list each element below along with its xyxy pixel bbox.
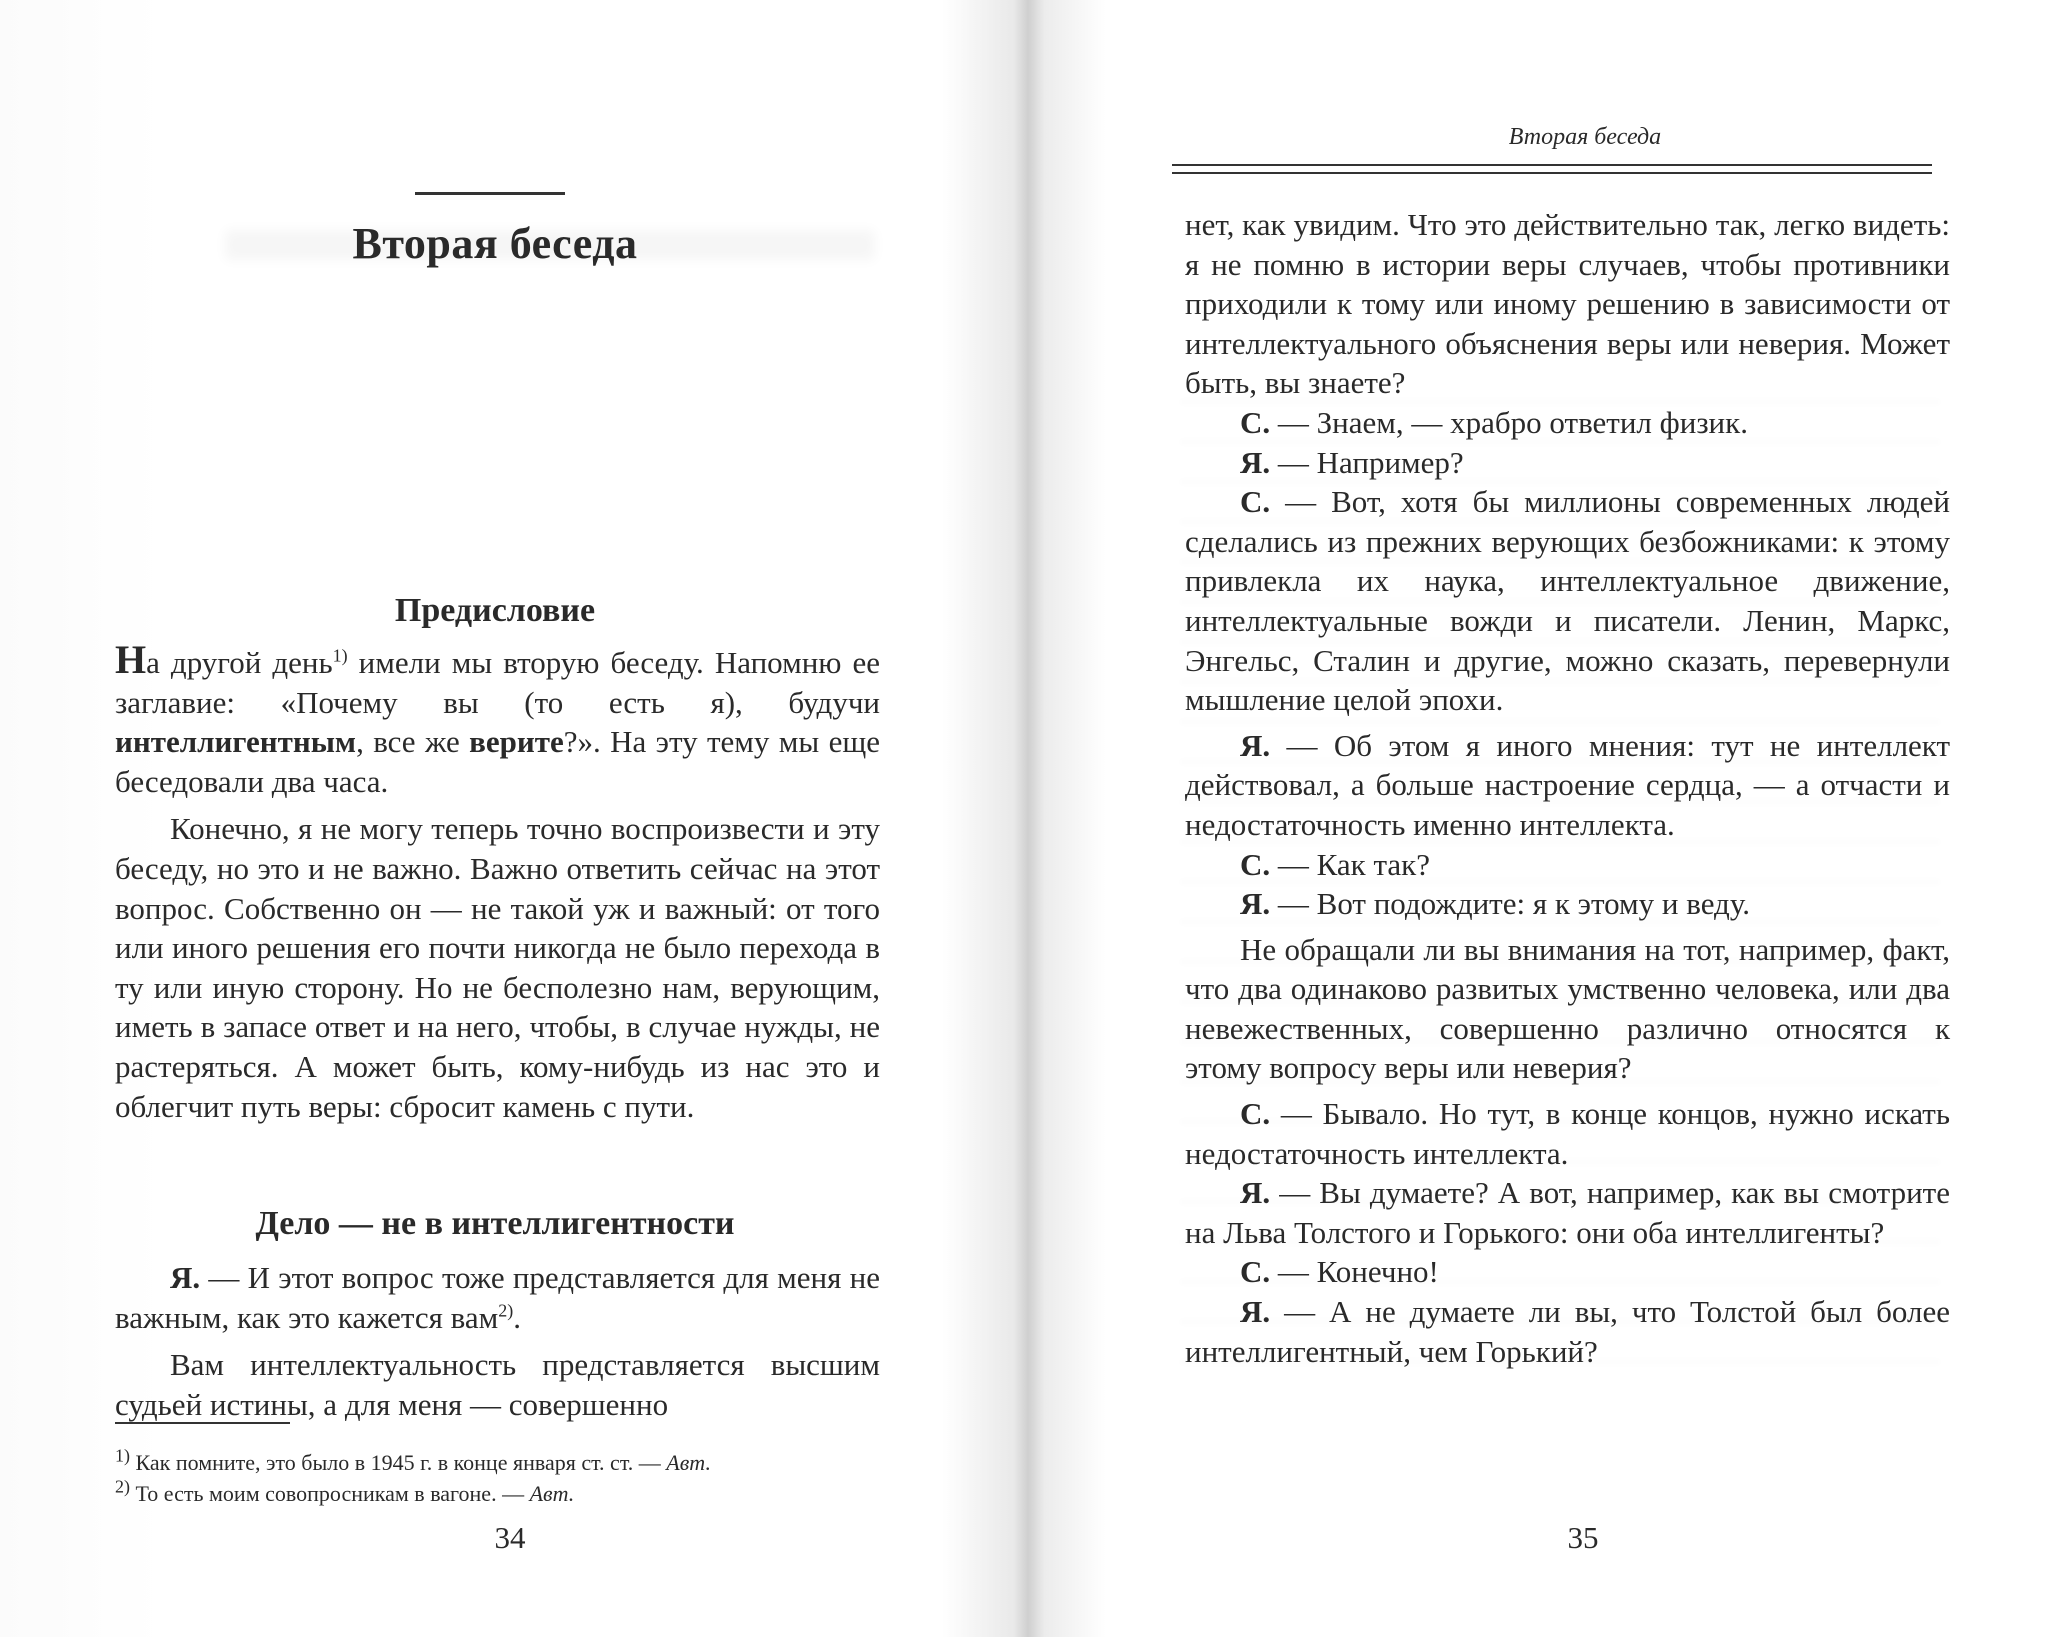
paragraph: Конечно, я не могу теперь точно воспроизвести и эту беседу, но это и не важно. Важно ответить сейчас на этот вопрос. Собственно он — не такой уж и важный: от того или иного решения его почти никогда не было перехода в ту или иную сторону. Но не бесполезно нам, верующим, иметь в запасе ответ и на него, чтобы, в случае нужды, не растеряться. А может быть, кому-нибудь из нас это и облегчит путь веры: сбросит камень с пути. [115, 811, 880, 1124]
page-number: 34 [494, 1520, 526, 1555]
footnote-ref: 1) [332, 645, 348, 666]
dialogue-line [1185, 1173, 1950, 1252]
text-run: — Например? [1270, 444, 1464, 480]
section-title-intelligence: Дело — не в интеллигентности [255, 1205, 735, 1242]
speaker-label: С. [1240, 846, 1271, 882]
speaker-label: С. [1240, 484, 1271, 520]
text-run: имели мы вторую беседу. Напомню ее заглавие: «Почему вы (то есть я), будучи [115, 645, 880, 720]
speaker-label: С. [1240, 1254, 1271, 1290]
text-run: — Знаем, — храбро ответил физик. [1270, 404, 1748, 440]
paragraph: Не обращали ли вы внимания на тот, например, факт, что два одинаково развитых умственно человека, или два невежественных, совершенно различно относятся к этому вопросу веры или неверия? [1185, 931, 1950, 1086]
paragraph [115, 637, 881, 801]
speaker-label: Я. [1240, 727, 1271, 763]
footnote-text: Как помните, это было в 1945 г. в конце января ст. ст. — [130, 1450, 667, 1475]
text-run: — Конечно! [1270, 1254, 1439, 1290]
text-run: а другой день [146, 645, 333, 680]
left-page [110, 0, 880, 1637]
footnote-mark: 2) [115, 1476, 130, 1497]
text-run: — Бывало. Но тут, в конце концов, нужно искать недостаточность интеллекта. [1185, 1096, 1950, 1171]
text-run: — А не думаете ли вы, что Толстой был более интеллигентный, чем Горький? [1185, 1294, 1950, 1369]
dialogue-line [1185, 726, 1950, 845]
footnote-author: Авт. [666, 1450, 711, 1475]
text-run: ?». На эту тему мы еще беседовали два часа. [115, 724, 881, 799]
bold-term: верите [469, 724, 564, 760]
page-number: 35 [1567, 1520, 1599, 1555]
footnote-mark: 1) [115, 1445, 130, 1466]
speaker-label: Я. [1240, 886, 1271, 922]
dialogue-line [1185, 1292, 1950, 1371]
text-run: — И этот вопрос тоже представляется для меня не важным, как это кажется вам [115, 1260, 880, 1335]
text-run: . [513, 1299, 521, 1335]
paragraph: Вам интеллектуальность представляется высшим судьей истины, а для меня — совершенно [115, 1347, 880, 1422]
footnote-author: Авт. [529, 1481, 575, 1506]
dropcap-letter: Н [115, 637, 147, 682]
dialogue-line [1185, 1252, 1950, 1292]
speaker-label: С. [1240, 404, 1271, 440]
paragraph [115, 1258, 880, 1337]
dialogue-line [1185, 403, 1950, 443]
footnote-rule [115, 1422, 290, 1424]
speaker-label: Я. [1240, 1175, 1271, 1211]
dialogue-line [1185, 443, 1950, 483]
dialogue-line [1185, 884, 1950, 924]
right-page [1170, 0, 1950, 1637]
text-run: , все же [356, 724, 470, 760]
footnote [115, 1478, 875, 1509]
dialogue-line [1185, 482, 1950, 720]
dialogue-line [1185, 845, 1950, 885]
text-run: — Как так? [1270, 846, 1430, 882]
running-head: Вторая беседа [1508, 124, 1662, 150]
chapter-title: Вторая беседа [352, 219, 638, 268]
speaker-label: С. [1240, 1096, 1271, 1132]
footnote-text: То есть моим совопросникам в вагоне. — [130, 1481, 530, 1506]
right-page-body [1185, 205, 1950, 1371]
paragraph: нет, как увидим. Что это действительно так, легко видеть: я не помню в истории веры случаев, чтобы противники приходили к тому или иному решению в зависимости от интеллектуального объяснения веры или неверия. Может быть, вы знаете? [1185, 207, 1950, 401]
title-ornament-rule [415, 192, 565, 195]
dialogue-body [115, 1258, 880, 1424]
section-title-preface: Предисловие [394, 592, 596, 629]
text-run: — Вот подождите: я к этому и веду. [1270, 886, 1750, 922]
preface-body [115, 637, 881, 1126]
speaker-label: Я. [1240, 444, 1271, 480]
footnote [115, 1447, 875, 1478]
bold-term: интеллигентным [115, 724, 357, 760]
footnote-ref: 2) [498, 1300, 514, 1321]
text-run: — Вот, хотя бы миллионы современных людей сделались из прежних верующих безбожниками: к этому привлекла их наука, интеллектуальное движение, интеллектуальные вожди и писатели. Ленин, Маркс, Энгельс, Сталин и другие, можно сказать, перевернули мышление целой эпохи. [1185, 484, 1950, 718]
text-run: — Вы думаете? А вот, например, как вы смотрите на Льва Толстого и Горького: они оба интеллигенты? [1185, 1175, 1950, 1250]
footnotes [115, 1447, 875, 1509]
dialogue-line [1185, 1094, 1950, 1173]
text-run: — Об этом я иного мнения: тут не интеллект действовал, а больше настроение сердца, — а отчасти и недостаточность именно интеллекта. [1185, 727, 1950, 842]
speaker-label: Я. [1240, 1294, 1271, 1330]
speaker-label: Я. [170, 1260, 201, 1295]
